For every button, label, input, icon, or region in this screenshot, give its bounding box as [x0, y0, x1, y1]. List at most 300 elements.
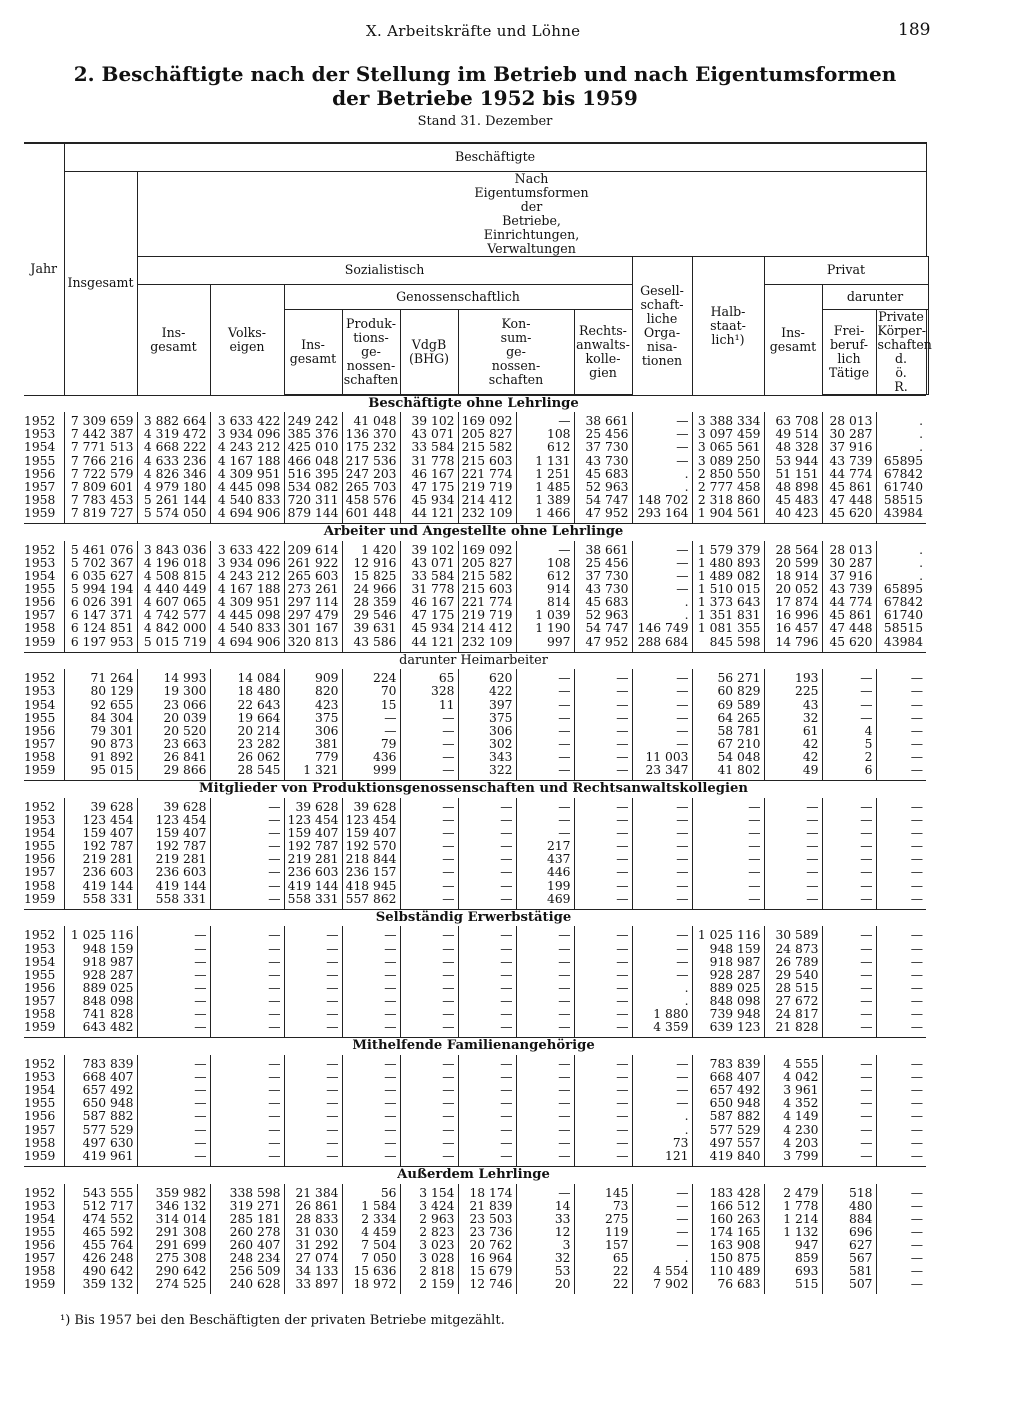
year-cell: 1952 — [24, 542, 56, 557]
value-cell: 1 510 015 — [692, 583, 764, 596]
value-cell: 40 423 — [764, 507, 822, 524]
value-cell: — — [822, 685, 876, 698]
value-cell: — — [692, 814, 764, 827]
value-cell: — — [210, 1137, 284, 1150]
value-cell: — — [458, 814, 516, 827]
value-cell: . — [632, 596, 692, 609]
value-cell: . — [632, 481, 692, 494]
table-row — [24, 494, 932, 507]
value-cell: — — [458, 1097, 516, 1110]
value-cell: — — [876, 751, 926, 764]
value-cell: 123 454 — [342, 814, 400, 827]
value-cell: 4 309 951 — [210, 596, 284, 609]
table-row — [24, 1137, 932, 1150]
value-cell: — — [516, 827, 574, 840]
value-cell: 1 025 116 — [64, 926, 137, 942]
value-cell: 29 546 — [342, 609, 400, 622]
year-cell: 1953 — [24, 555, 56, 570]
value-cell: — — [400, 943, 458, 956]
col-soz-insgesamt: Ins- gesamt — [137, 284, 210, 395]
year-cell: 1954 — [24, 954, 56, 969]
value-cell: — — [400, 725, 458, 738]
value-cell: 385 376 — [284, 428, 342, 441]
value-cell: — — [876, 956, 926, 969]
value-cell: 293 164 — [632, 507, 692, 524]
value-cell: — — [876, 1021, 926, 1038]
value-cell: 26 062 — [210, 751, 284, 764]
value-cell: 21 828 — [764, 1021, 822, 1038]
value-cell: 21 839 — [458, 1200, 516, 1213]
value-cell: 67842 — [876, 596, 926, 609]
value-cell: 1 025 116 — [692, 926, 764, 942]
value-cell: 108 — [516, 428, 574, 441]
value-cell: 209 614 — [284, 541, 342, 557]
value-cell: 232 109 — [458, 507, 516, 524]
value-cell: — — [632, 969, 692, 982]
value-cell: — — [458, 853, 516, 866]
table-row — [24, 738, 932, 751]
value-cell: . — [632, 609, 692, 622]
value-cell: . — [632, 982, 692, 995]
value-cell: 4 167 188 — [210, 583, 284, 596]
value-cell: 290 642 — [137, 1265, 210, 1278]
value-cell: — — [764, 853, 822, 866]
value-cell: — — [822, 1021, 876, 1038]
col-darunter: darunter — [822, 284, 928, 309]
value-cell: 20 520 — [137, 725, 210, 738]
value-cell: 359 132 — [64, 1278, 137, 1294]
year-cell: 1958 — [24, 1007, 56, 1022]
value-cell: 884 — [822, 1213, 876, 1226]
value-cell: 2 818 — [400, 1265, 458, 1278]
value-cell: — — [342, 1084, 400, 1097]
value-cell: 53 — [516, 1265, 574, 1278]
value-cell: — — [210, 1008, 284, 1021]
value-cell: 65895 — [876, 583, 926, 596]
value-cell: 2 — [822, 751, 876, 764]
chapter-title: X. Arbeitskräfte und Löhne — [366, 22, 581, 40]
value-cell: — — [458, 943, 516, 956]
value-cell: — — [137, 969, 210, 982]
year-cell: 1954 — [24, 440, 56, 455]
value-cell: 999 — [342, 764, 400, 781]
value-cell: — — [822, 893, 876, 910]
value-cell: 879 144 — [284, 507, 342, 524]
value-cell: — — [574, 853, 632, 866]
value-cell: — — [822, 1137, 876, 1150]
value-cell: 18 480 — [210, 685, 284, 698]
value-cell: 41 048 — [342, 412, 400, 428]
year-cell: 1952 — [24, 1057, 56, 1072]
value-cell: 47 175 — [400, 481, 458, 494]
value-cell: — — [574, 685, 632, 698]
value-cell: — — [284, 1110, 342, 1123]
year-cell: 1957 — [24, 736, 56, 751]
value-cell: — — [284, 1008, 342, 1021]
value-cell: 39 102 — [400, 412, 458, 428]
value-cell: — — [822, 926, 876, 942]
value-cell: 820 — [284, 685, 342, 698]
value-cell: 37 916 — [822, 441, 876, 454]
value-cell: — — [632, 1055, 692, 1071]
value-cell: — — [342, 995, 400, 1008]
value-cell: — — [342, 725, 400, 738]
value-cell: 4 149 — [764, 1110, 822, 1123]
value-cell: 4 445 098 — [210, 481, 284, 494]
year-cell: 1958 — [24, 1264, 56, 1279]
value-cell: 6 — [822, 764, 876, 781]
value-cell: — — [632, 583, 692, 596]
value-cell: — — [574, 995, 632, 1008]
value-cell: . — [632, 1252, 692, 1265]
value-cell: 2 777 458 — [692, 481, 764, 494]
value-cell: — — [458, 1021, 516, 1038]
value-cell: 215 582 — [458, 570, 516, 583]
value-cell: 4 742 577 — [137, 609, 210, 622]
value-cell: — — [137, 1021, 210, 1038]
value-cell: 497 557 — [692, 1137, 764, 1150]
value-cell: 650 948 — [692, 1097, 764, 1110]
year-cell: 1959 — [24, 763, 56, 778]
col-halbstaatlich: Halb- staat- lich¹) — [692, 256, 764, 395]
value-cell: 612 — [516, 441, 574, 454]
value-cell: — — [632, 557, 692, 570]
value-cell: 45 861 — [822, 609, 876, 622]
value-cell: 1 373 643 — [692, 596, 764, 609]
value-cell: 215 603 — [458, 455, 516, 468]
value-cell: — — [516, 969, 574, 982]
value-cell: — — [342, 1071, 400, 1084]
value-cell: — — [516, 1124, 574, 1137]
value-cell: — — [876, 1084, 926, 1097]
value-cell: — — [516, 1021, 574, 1038]
value-cell: — — [574, 982, 632, 995]
value-cell: 32 — [516, 1252, 574, 1265]
value-cell: 297 114 — [284, 596, 342, 609]
year-cell: 1955 — [24, 582, 56, 597]
value-cell: 3 023 — [400, 1239, 458, 1252]
value-cell: 45 620 — [822, 507, 876, 524]
value-cell: — — [632, 1097, 692, 1110]
value-cell: — — [822, 814, 876, 827]
value-cell: 1 778 — [764, 1200, 822, 1213]
value-cell: — — [137, 956, 210, 969]
value-cell: 1 489 082 — [692, 570, 764, 583]
value-cell: 38 661 — [574, 412, 632, 428]
value-cell: — — [342, 1124, 400, 1137]
year-cell: 1955 — [24, 1224, 56, 1239]
value-cell: — — [210, 866, 284, 879]
value-cell: 6 147 371 — [64, 609, 137, 622]
value-cell: 4 540 833 — [210, 622, 284, 635]
value-cell: — — [458, 1110, 516, 1123]
value-cell: 24 873 — [764, 943, 822, 956]
value-cell: — — [210, 814, 284, 827]
value-cell: 4 540 833 — [210, 494, 284, 507]
value-cell: — — [822, 1055, 876, 1071]
value-cell: 37 730 — [574, 441, 632, 454]
value-cell: 274 525 — [137, 1278, 210, 1294]
col-volkseigen: Volks- eigen — [210, 284, 284, 395]
value-cell: 261 922 — [284, 557, 342, 570]
value-cell: — — [210, 982, 284, 995]
value-cell: — — [210, 893, 284, 910]
value-cell: — — [876, 738, 926, 751]
value-cell: 65 — [574, 1252, 632, 1265]
value-cell: 108 — [516, 557, 574, 570]
value-cell: — — [516, 712, 574, 725]
value-cell: 12 — [516, 1226, 574, 1239]
value-cell: 783 839 — [64, 1055, 137, 1071]
value-cell: 21 384 — [284, 1184, 342, 1200]
value-cell: 73 — [632, 1137, 692, 1150]
value-cell: — — [137, 1097, 210, 1110]
value-cell: 4 826 346 — [137, 468, 210, 481]
table-row — [24, 1124, 932, 1137]
value-cell: — — [632, 798, 692, 814]
table-row — [24, 622, 932, 635]
value-cell: 65895 — [876, 455, 926, 468]
value-cell: — — [400, 969, 458, 982]
value-cell: — — [342, 1008, 400, 1021]
year-cell: 1956 — [24, 1109, 56, 1124]
value-cell: 4 042 — [764, 1071, 822, 1084]
value-cell: — — [342, 982, 400, 995]
value-cell: 4 243 212 — [210, 441, 284, 454]
value-cell: — — [210, 880, 284, 893]
value-cell: 739 948 — [692, 1008, 764, 1021]
year-cell: 1958 — [24, 878, 56, 893]
value-cell: 33 — [516, 1213, 574, 1226]
value-cell: — — [210, 853, 284, 866]
value-cell: — — [822, 1084, 876, 1097]
value-cell: — — [574, 926, 632, 942]
value-cell: — — [764, 840, 822, 853]
value-cell: — — [516, 1150, 574, 1167]
value-cell: 43 739 — [822, 455, 876, 468]
table-row — [24, 669, 932, 685]
value-cell: 33 584 — [400, 570, 458, 583]
value-cell: — — [516, 685, 574, 698]
value-cell: 52 963 — [574, 609, 632, 622]
value-cell: 418 945 — [342, 880, 400, 893]
value-cell: 997 — [516, 636, 574, 653]
value-cell: 217 536 — [342, 455, 400, 468]
value-cell: — — [137, 1008, 210, 1021]
value-cell: — — [210, 1021, 284, 1038]
value-cell: 275 — [574, 1213, 632, 1226]
value-cell: 79 — [342, 738, 400, 751]
value-cell: — — [400, 712, 458, 725]
value-cell: 23 503 — [458, 1213, 516, 1226]
value-cell: — — [137, 1071, 210, 1084]
value-cell: — — [632, 428, 692, 441]
value-cell: — — [516, 1055, 574, 1071]
value-cell: — — [764, 798, 822, 814]
section-header — [24, 395, 932, 412]
value-cell: 343 — [458, 751, 516, 764]
value-cell: 516 395 — [284, 468, 342, 481]
value-cell: — — [516, 764, 574, 781]
value-cell: 20 762 — [458, 1239, 516, 1252]
value-cell: 39 102 — [400, 541, 458, 557]
value-cell: — — [574, 764, 632, 781]
value-cell: 3 633 422 — [210, 412, 284, 428]
value-cell: 3 097 459 — [692, 428, 764, 441]
value-cell: — — [516, 1184, 574, 1200]
value-cell: 224 — [342, 669, 400, 685]
value-cell: 1 880 — [632, 1008, 692, 1021]
value-cell: — — [400, 764, 458, 781]
value-cell: 54 747 — [574, 622, 632, 635]
value-cell: — — [822, 1008, 876, 1021]
value-cell: — — [574, 866, 632, 879]
value-cell: 7 722 579 — [64, 468, 137, 481]
value-cell: . — [632, 468, 692, 481]
value-cell: — — [574, 669, 632, 685]
value-cell: — — [632, 880, 692, 893]
value-cell: 446 — [516, 866, 574, 879]
value-cell: — — [822, 943, 876, 956]
value-cell: — — [876, 1200, 926, 1213]
value-cell: 4 633 236 — [137, 455, 210, 468]
value-cell: 515 — [764, 1278, 822, 1294]
value-cell: — — [574, 1150, 632, 1167]
value-cell: 3 882 664 — [137, 412, 210, 428]
year-cell: 1953 — [24, 941, 56, 956]
value-cell: 54 747 — [574, 494, 632, 507]
value-cell: 7 309 659 — [64, 412, 137, 428]
table-row — [24, 943, 932, 956]
value-cell: 889 025 — [692, 982, 764, 995]
value-cell: — — [822, 699, 876, 712]
value-cell: 249 242 — [284, 412, 342, 428]
value-cell: 7 050 — [342, 1252, 400, 1265]
value-cell: 60 829 — [692, 685, 764, 698]
value-cell: — — [822, 840, 876, 853]
value-cell: 507 — [822, 1278, 876, 1294]
value-cell: — — [210, 926, 284, 942]
value-cell: — — [210, 798, 284, 814]
value-cell: 80 129 — [64, 685, 137, 698]
value-cell: — — [458, 1008, 516, 1021]
year-cell: 1953 — [24, 684, 56, 699]
value-cell: 627 — [822, 1239, 876, 1252]
value-cell: 2 159 — [400, 1278, 458, 1294]
value-cell: — — [400, 1110, 458, 1123]
value-cell: — — [574, 956, 632, 969]
value-cell: 71 264 — [64, 669, 137, 685]
value-cell: — — [632, 943, 692, 956]
year-cell: 1958 — [24, 749, 56, 764]
value-cell: 20 052 — [764, 583, 822, 596]
col-vdgb: VdgB (BHG) — [400, 309, 458, 394]
value-cell: 889 025 — [64, 982, 137, 995]
value-cell: 260 407 — [210, 1239, 284, 1252]
value-cell: 63 708 — [764, 412, 822, 428]
table-title-line2: der Betriebe 1952 bis 1959 — [332, 86, 638, 110]
value-cell: 217 — [516, 840, 574, 853]
value-cell: 51 151 — [764, 468, 822, 481]
value-cell: . — [632, 995, 692, 1008]
value-cell: 534 082 — [284, 481, 342, 494]
value-cell: 668 407 — [692, 1071, 764, 1084]
year-cell: 1954 — [24, 697, 56, 712]
value-cell: 2 334 — [342, 1213, 400, 1226]
value-cell: — — [876, 1124, 926, 1137]
value-cell: — — [400, 926, 458, 942]
value-cell: 4 196 018 — [137, 557, 210, 570]
value-cell: 5 261 144 — [137, 494, 210, 507]
value-cell: — — [876, 1055, 926, 1071]
value-cell: — — [400, 738, 458, 751]
value-cell: — — [632, 893, 692, 910]
value-cell: 39 628 — [64, 798, 137, 814]
value-cell: — — [137, 982, 210, 995]
value-cell: 28 833 — [284, 1213, 342, 1226]
value-cell: 20 — [516, 1278, 574, 1294]
value-cell: — — [400, 1055, 458, 1071]
table-row — [24, 712, 932, 725]
value-cell: 221 774 — [458, 468, 516, 481]
value-cell: 22 — [574, 1265, 632, 1278]
value-cell: 4 842 000 — [137, 622, 210, 635]
value-cell: 219 281 — [284, 853, 342, 866]
value-cell: — — [632, 866, 692, 879]
value-cell: 346 132 — [137, 1200, 210, 1213]
value-cell: 480 — [822, 1200, 876, 1213]
value-cell: — — [342, 1150, 400, 1167]
year-cell: 1958 — [24, 492, 56, 507]
value-cell: 219 719 — [458, 481, 516, 494]
value-cell: 45 934 — [400, 622, 458, 635]
value-cell: — — [764, 880, 822, 893]
year-cell: 1958 — [24, 621, 56, 636]
table-row — [24, 1021, 932, 1038]
value-cell: 1 584 — [342, 1200, 400, 1213]
value-cell: — — [764, 814, 822, 827]
value-cell: 558 331 — [284, 893, 342, 910]
value-cell: 70 — [342, 685, 400, 698]
value-cell: — — [574, 751, 632, 764]
value-cell: 291 308 — [137, 1226, 210, 1239]
value-cell: — — [400, 798, 458, 814]
value-cell: 64 265 — [692, 712, 764, 725]
value-cell: — — [632, 1239, 692, 1252]
value-cell: — — [822, 880, 876, 893]
value-cell: 12 746 — [458, 1278, 516, 1294]
value-cell: 29 540 — [764, 969, 822, 982]
value-cell: — — [822, 1124, 876, 1137]
value-cell: 49 514 — [764, 428, 822, 441]
table-row — [24, 685, 932, 698]
year-cell: 1952 — [24, 671, 56, 686]
value-cell: 4 694 906 — [210, 507, 284, 524]
value-cell: — — [342, 1137, 400, 1150]
col-sozialistisch: Sozialistisch — [137, 256, 632, 284]
value-cell: 24 966 — [342, 583, 400, 596]
value-cell: 423 — [284, 699, 342, 712]
value-cell: 426 248 — [64, 1252, 137, 1265]
value-cell: 1 579 379 — [692, 541, 764, 557]
value-cell: 236 157 — [342, 866, 400, 879]
value-cell: 67 210 — [692, 738, 764, 751]
value-cell: — — [632, 1084, 692, 1097]
value-cell: 15 636 — [342, 1265, 400, 1278]
value-cell: — — [876, 943, 926, 956]
value-cell: 27 074 — [284, 1252, 342, 1265]
value-cell: — — [458, 1124, 516, 1137]
